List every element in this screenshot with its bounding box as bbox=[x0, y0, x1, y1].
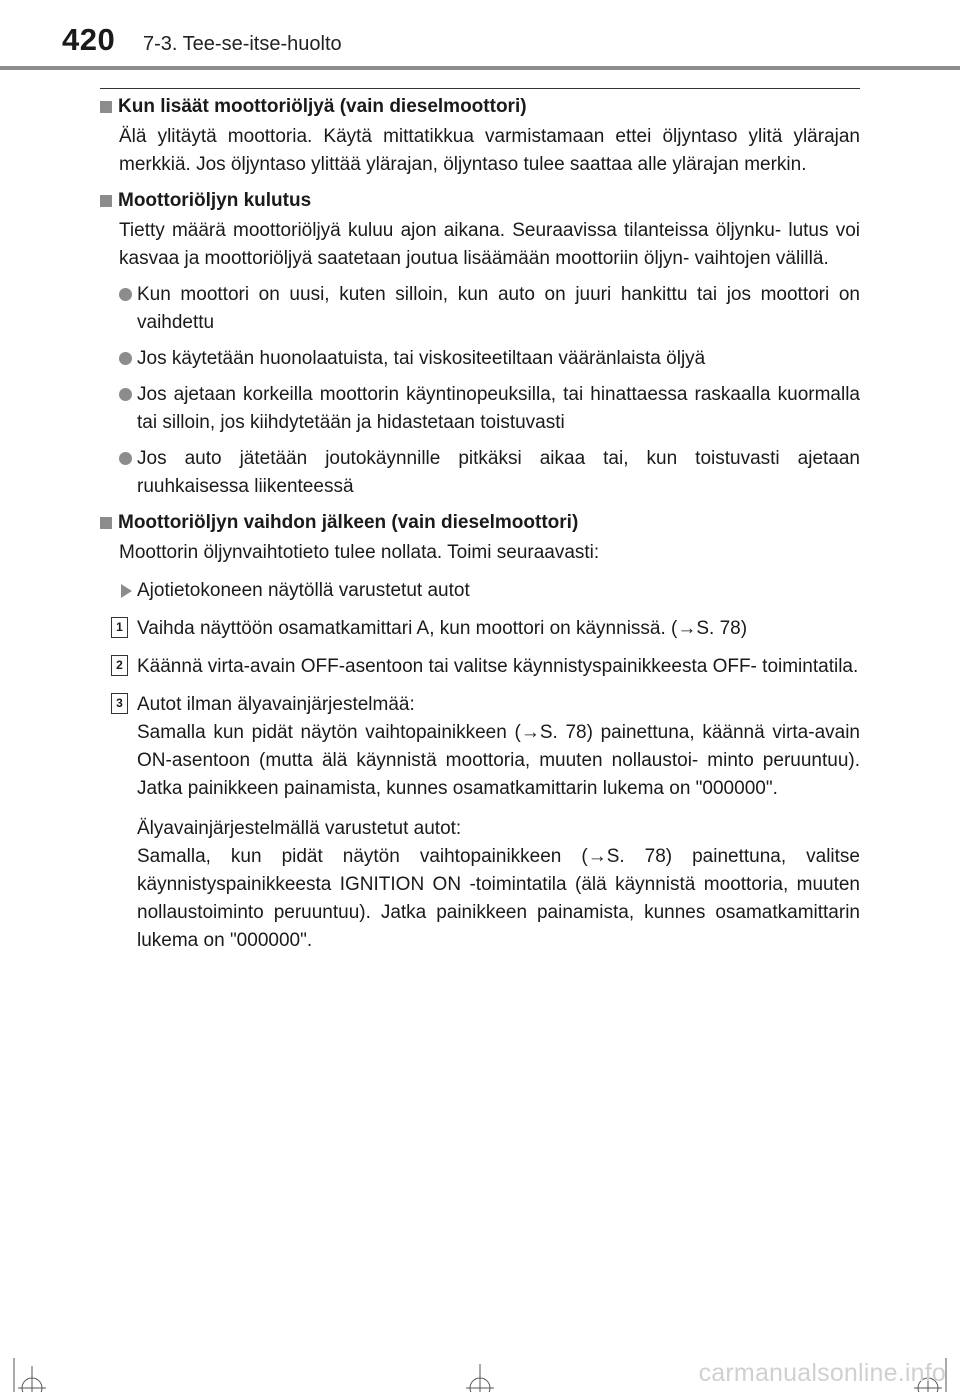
square-bullet-icon bbox=[100, 517, 112, 529]
step-text: Käännä virta-avain OFF-asentoon tai valitse käynnistyspainikkeesta OFF- toimintatila. bbox=[137, 656, 859, 677]
circle-bullet-icon bbox=[119, 352, 132, 365]
watermark-logo: carmanualsonline.info bbox=[698, 1359, 946, 1387]
step-1 bbox=[100, 615, 860, 643]
paragraph: Tietty määrä moottoriöljyä kuluu ajon aikana. Seuraavissa tilanteissa öljynku- lutus voi kasvaa ja moottoriöljyä saatetaan joutua lisäämään moottoriin öljyn- vaihtojen välillä. bbox=[119, 220, 860, 269]
list-item bbox=[100, 345, 860, 373]
content-divider bbox=[100, 88, 860, 89]
section-heading-text: Kun lisäät moottoriöljyä (vain dieselmoottori) bbox=[118, 96, 527, 117]
circle-bullet-icon bbox=[119, 288, 132, 301]
sub-text: Samalla, kun pidät näytön vaihtopainikkeen (→S. 78) painettuna, valitse käynnistyspainikkeesta IGNITION ON -toimintatila (älä käynnistä moottoria, muuten nollaustoiminto peruuntuu). Jatka painikkeen painamista, kunnes osamatkamittarin lukema on "000000". bbox=[137, 846, 860, 951]
page-number: 420 bbox=[62, 22, 116, 57]
section-heading-text: Moottoriöljyn vaihdon jälkeen (vain dieselmoottori) bbox=[118, 512, 579, 533]
list-item-text: Jos auto jätetään joutokäynnille pitkäksi aikaa tai, kun toistuvasti ajetaan ruuhkaisessa liikenteessä bbox=[137, 448, 860, 497]
square-bullet-icon bbox=[100, 101, 112, 113]
sub-heading: Älyavainjärjestelmällä varustetut autot: bbox=[137, 818, 462, 839]
section-heading bbox=[100, 509, 860, 537]
header-divider bbox=[0, 66, 960, 70]
section-heading-text: Moottoriöljyn kulutus bbox=[118, 190, 312, 211]
arrow-item-text: Ajotietokoneen näytöllä varustetut autot bbox=[137, 580, 470, 601]
section-heading bbox=[100, 187, 860, 215]
sub-paragraph bbox=[100, 815, 860, 955]
step-text: Samalla kun pidät näytön vaihtopainikkeen (→S. 78) painettuna, käännä virta-avain ON-asentoon (mutta älä käynnistä moottoria, muuten nollaustoi- minto peruuntuu). Jatka painikkeen painamista, kunnes osamatkamittarin lukema on "000000". bbox=[137, 722, 860, 799]
list-item-text: Jos käytetään huonolaatuista, tai viskositeetiltaan vääränlaista öljyä bbox=[137, 348, 706, 369]
paragraph: Moottorin öljynvaihtotieto tulee nollata. Toimi seuraavasti: bbox=[119, 542, 600, 563]
step-2 bbox=[100, 653, 860, 681]
crop-mark-center-icon bbox=[455, 1356, 505, 1392]
content bbox=[100, 93, 860, 955]
page-header bbox=[0, 0, 960, 70]
list-item-text: Kun moottori on uusi, kuten silloin, kun auto on juuri hankittu tai jos moottori on vaihdettu bbox=[137, 284, 860, 333]
list-item bbox=[100, 381, 860, 437]
triangle-right-icon bbox=[121, 584, 132, 598]
section-title: 7-3. Tee-se-itse-huolto bbox=[143, 33, 342, 55]
list-item bbox=[100, 281, 860, 337]
list-item bbox=[100, 445, 860, 501]
arrow-item bbox=[100, 577, 860, 605]
step-number-badge: 2 bbox=[111, 655, 128, 676]
section-heading bbox=[100, 93, 860, 121]
step-number-badge: 3 bbox=[111, 693, 128, 714]
square-bullet-icon bbox=[100, 195, 112, 207]
step-3 bbox=[100, 691, 860, 803]
circle-bullet-icon bbox=[119, 388, 132, 401]
circle-bullet-icon bbox=[119, 452, 132, 465]
paragraph: Älä ylitäytä moottoria. Käytä mittatikkua varmistamaan ettei öljyntaso ylitä ylärajan merkkiä. Jos öljyntaso ylittää ylärajan, öljyntaso tulee saattaa alle ylärajan merkin. bbox=[119, 126, 860, 175]
list-item-text: Jos ajetaan korkeilla moottorin käyntinopeuksilla, tai hinattaessa raskaalla kuormalla tai silloin, jos kiihdytetään ja hidastetaan toistuvasti bbox=[137, 384, 860, 433]
crop-mark-left-icon bbox=[0, 1356, 60, 1392]
step-text: Vaihda näyttöön osamatkamittari A, kun moottori on käynnissä. (→S. 78) bbox=[137, 618, 748, 639]
step-number-badge: 1 bbox=[111, 617, 128, 638]
step-text: Autot ilman älyavainjärjestelmää: bbox=[137, 694, 415, 715]
